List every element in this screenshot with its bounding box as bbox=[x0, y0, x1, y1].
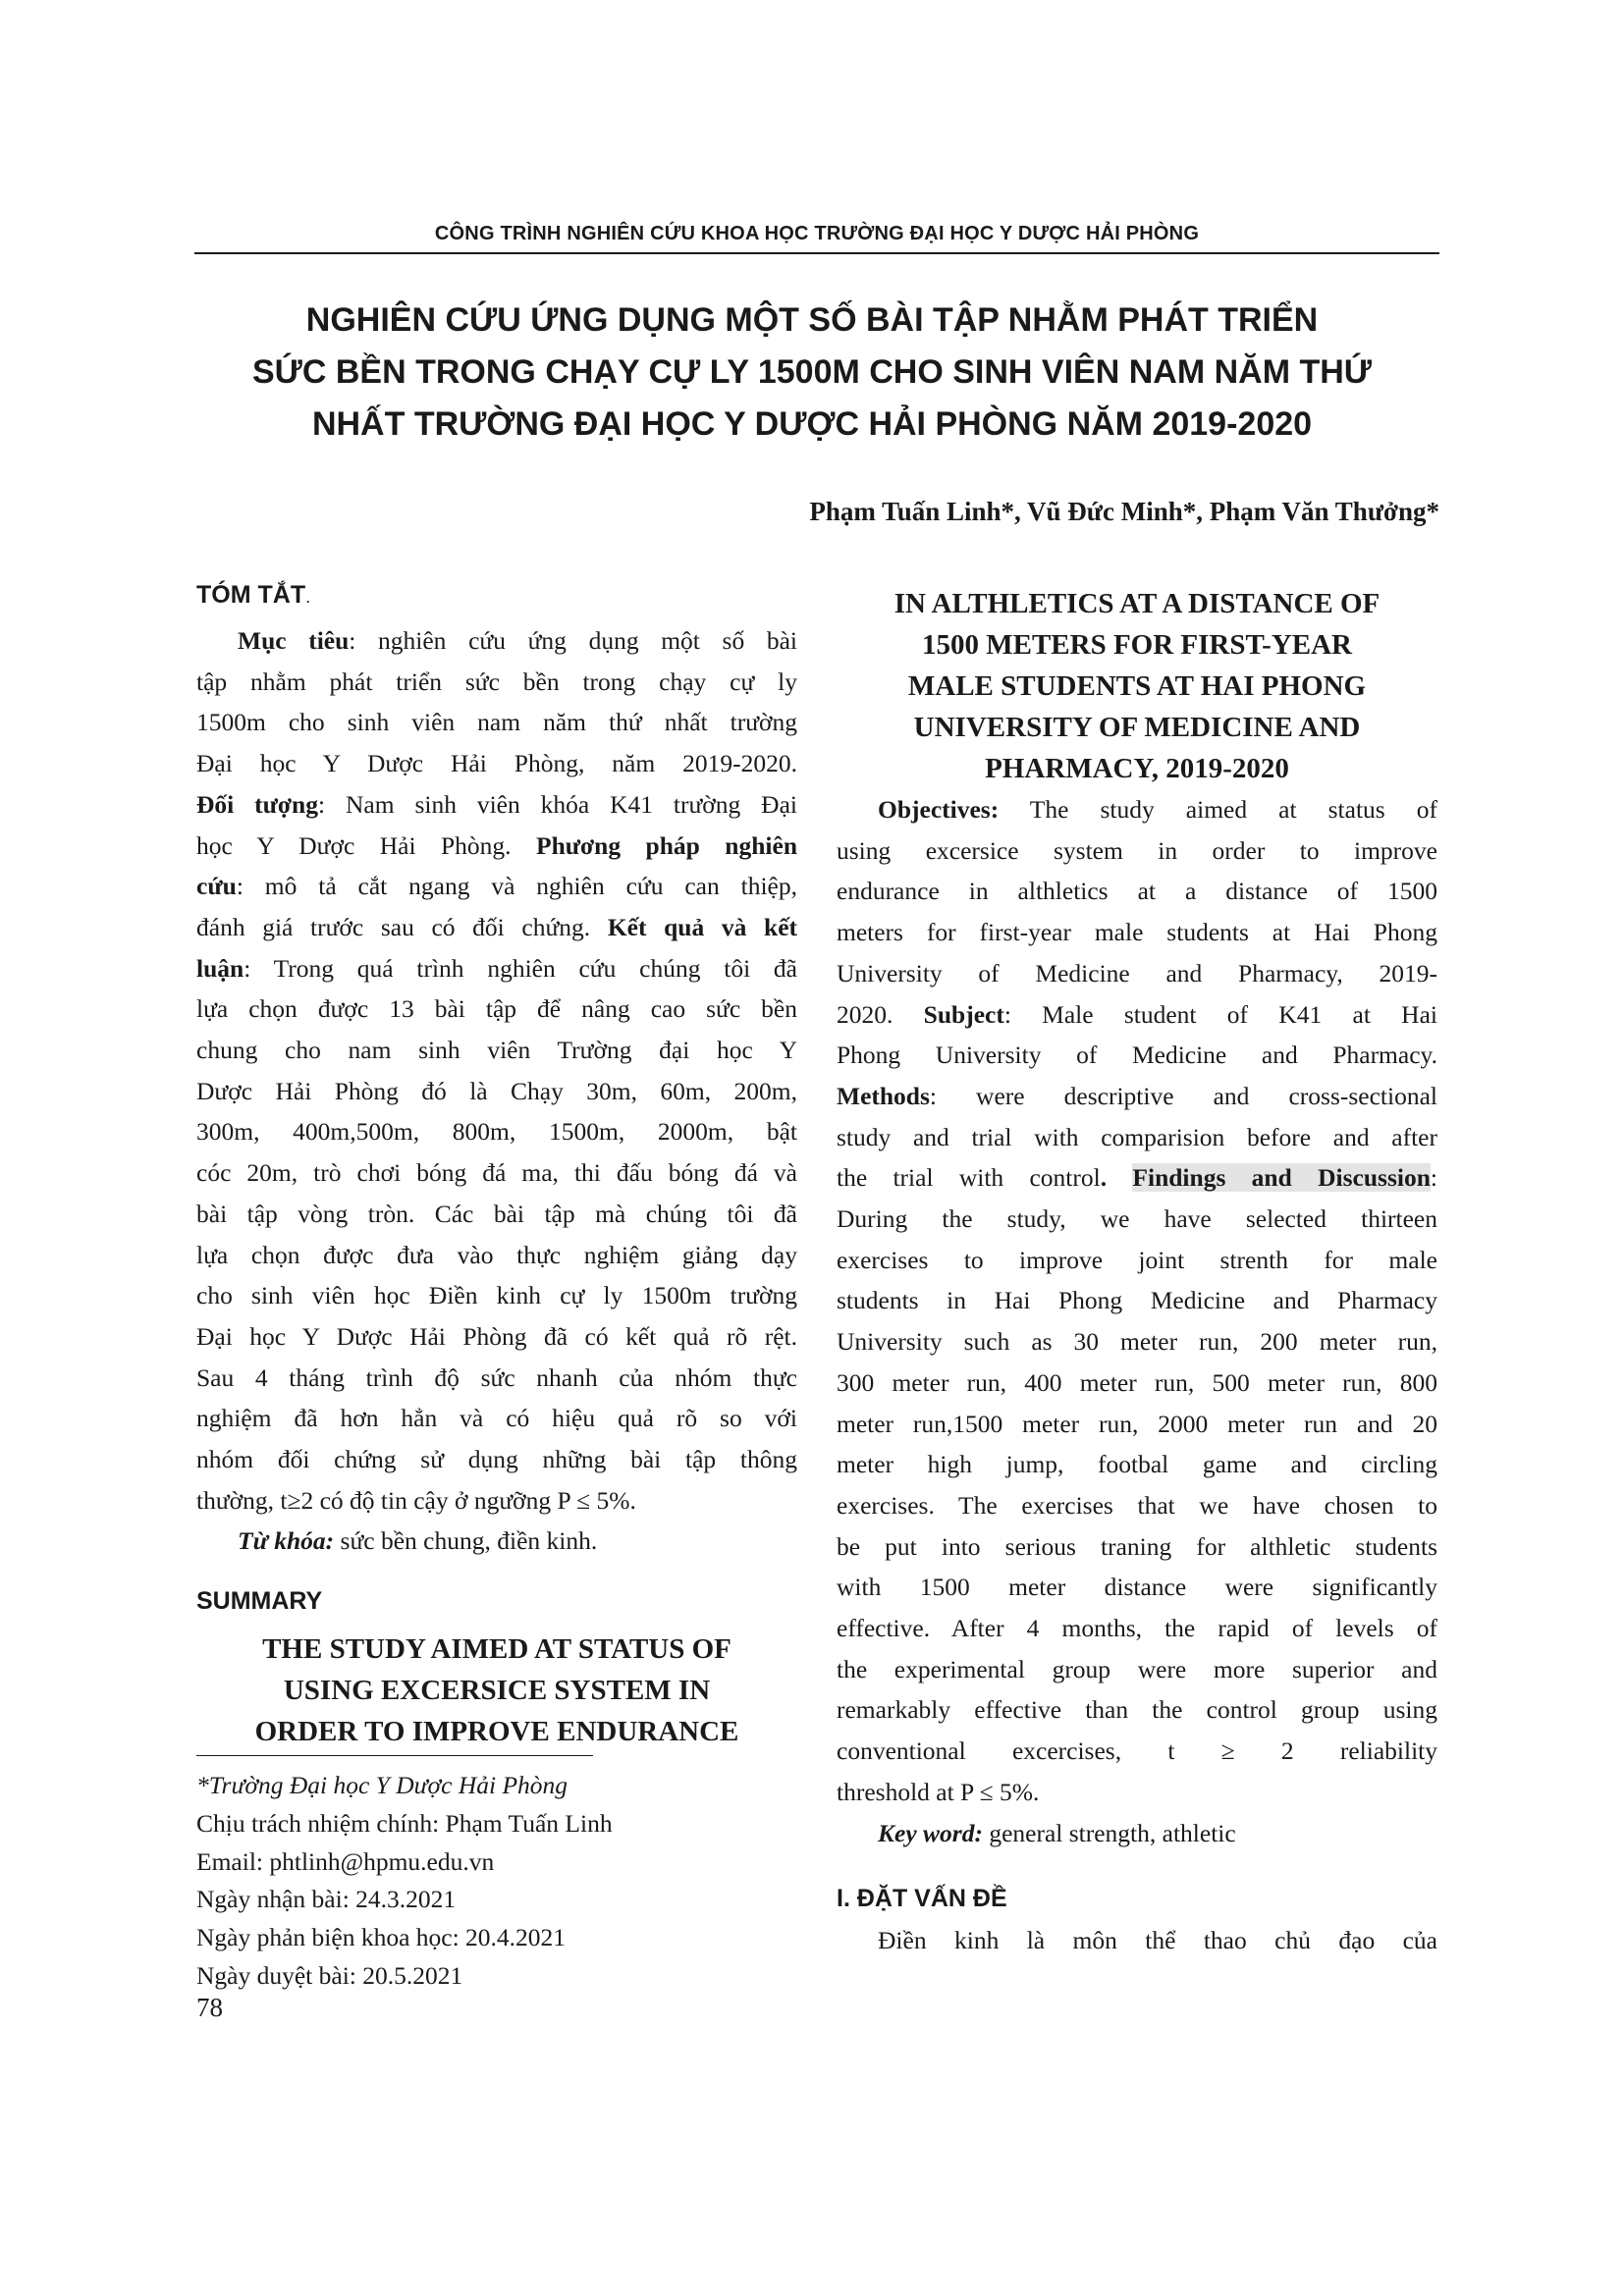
section-heading: I. ĐẶT VẤN ĐỀ bbox=[837, 1885, 1007, 1913]
section-body-line: Điền kinh là môn thể thao chủ đạo của bbox=[878, 1926, 1437, 1955]
text-line bbox=[837, 994, 1437, 1036]
text-span: thường, t≥2 có độ tin cậy ở ngưỡng P ≤ 5%. bbox=[196, 1485, 636, 1515]
text-span: students in Hai Phong Medicine and Pharmacy bbox=[837, 1286, 1437, 1315]
summary-heading: SUMMARY bbox=[196, 1587, 323, 1616]
page-number: 78 bbox=[196, 1993, 223, 2022]
text-span: threshold at P ≤ 5%. bbox=[837, 1777, 1040, 1806]
summary-title-right bbox=[837, 583, 1437, 789]
text-span: : were descriptive and cross-sectional bbox=[929, 1081, 1437, 1110]
summary-title-line: UNIVERSITY OF MEDICINE AND bbox=[913, 712, 1361, 743]
text-line bbox=[196, 1316, 797, 1358]
bold-text: cứu bbox=[196, 872, 237, 901]
text-span: the trial with control bbox=[837, 1163, 1101, 1193]
text-span: meter run,1500 meter run, 2000 meter run and 20 bbox=[837, 1409, 1437, 1438]
text-line bbox=[196, 1275, 797, 1316]
text-line bbox=[196, 907, 797, 948]
text-line bbox=[837, 1199, 1437, 1240]
title-line: NHẤT TRƯỜNG ĐẠI HỌC Y DƯỢC HẢI PHÒNG NĂM 2019-2020 bbox=[311, 405, 1313, 443]
footnote-accepted: Ngày duyệt bài: 20.5.2021 bbox=[196, 1960, 463, 1990]
text-line bbox=[837, 1157, 1437, 1199]
bold-text: Subject bbox=[923, 999, 1004, 1029]
text-span: Phong University of Medicine and Pharmacy. bbox=[837, 1041, 1437, 1070]
text-line bbox=[837, 871, 1437, 912]
text-span: nghiệm đã hơn hẳn và có hiệu quả rõ so với bbox=[196, 1404, 797, 1433]
text-span: đánh giá trước sau có đối chứng. bbox=[196, 912, 608, 941]
footnote-responsible: Chịu trách nhiệm chính: Phạm Tuấn Linh bbox=[196, 1808, 613, 1838]
text-span: the experimental group were more superior and bbox=[837, 1654, 1437, 1683]
summary-title-left bbox=[196, 1629, 797, 1752]
bold-text: . bbox=[1100, 1163, 1133, 1193]
text-line bbox=[837, 1689, 1437, 1731]
author-list: Phạm Tuấn Linh*, Vũ Đức Minh*, Phạm Văn Thưởng* bbox=[809, 497, 1439, 526]
text-span: lựa chọn được 13 bài tập để nâng cao sức bền bbox=[196, 994, 797, 1024]
keyword-line bbox=[837, 1813, 1437, 1854]
article-title bbox=[157, 294, 1467, 451]
text-line bbox=[196, 1480, 797, 1522]
text-line bbox=[196, 784, 797, 826]
text-line bbox=[837, 1076, 1437, 1117]
text-span: endurance in althletics at a distance of 1500 bbox=[837, 877, 1437, 906]
text-line bbox=[837, 1444, 1437, 1485]
text-span: meter high jump, footbal game and circling bbox=[837, 1450, 1437, 1479]
text-span: using excersice system in order to improve bbox=[837, 835, 1437, 865]
text-span: nhóm đối chứng sử dụng những bài tập thông bbox=[196, 1445, 797, 1474]
bold-text: Đối tượng bbox=[196, 789, 318, 819]
text-span: : Male student of K41 at Hai bbox=[1003, 999, 1437, 1029]
bold-text: Findings and Discussion bbox=[1132, 1163, 1431, 1193]
abstract-body bbox=[196, 620, 797, 1521]
abstract-heading: TÓM TẮT. bbox=[196, 581, 311, 609]
running-head: CÔNG TRÌNH NGHIÊN CỨU KHOA HỌC TRƯỜNG ĐẠI HỌC Y DƯỢC HẢI PHÒNG bbox=[434, 223, 1200, 244]
section-body bbox=[837, 1920, 1437, 1961]
text-span: lựa chọn được đưa vào thực nghiệm giảng dạy bbox=[196, 1240, 797, 1269]
summary-title-line: PHARMACY, 2019-2020 bbox=[985, 753, 1289, 784]
text-span: with 1500 meter distance were significantly bbox=[837, 1573, 1437, 1602]
text-span: Đại học Y Dược Hải Phòng đã có kết quả rõ rệt. bbox=[196, 1321, 797, 1351]
text-line bbox=[196, 620, 797, 662]
text-line bbox=[196, 1398, 797, 1439]
text-line bbox=[837, 1772, 1437, 1813]
text-line bbox=[837, 1649, 1437, 1690]
footnote-affiliation: *Trường Đại học Y Dược Hải Phòng bbox=[196, 1771, 568, 1799]
title-line: NGHIÊN CỨU ỨNG DỤNG MỘT SỐ BÀI TẬP NHẰM PHÁT TRIỂN bbox=[305, 301, 1319, 339]
text-line bbox=[837, 912, 1437, 953]
text-line bbox=[837, 1117, 1437, 1158]
text-line bbox=[196, 1439, 797, 1480]
text-span: : mô tả cắt ngang và nghiên cứu can thiệp, bbox=[236, 872, 797, 901]
footnotes bbox=[196, 1767, 613, 1996]
summary-title-line: IN ALTHLETICS AT A DISTANCE OF bbox=[893, 588, 1380, 619]
header-rule bbox=[194, 252, 1439, 254]
text-span: Dược Hải Phòng đó là Chạy 30m, 60m, 200m, bbox=[196, 1076, 797, 1105]
keyword-text: general strength, athletic bbox=[982, 1818, 1236, 1847]
text-line bbox=[196, 662, 797, 703]
summary-title-line: 1500 METERS FOR FIRST-YEAR bbox=[921, 629, 1353, 661]
keywords-text: sức bền chung, điền kinh. bbox=[334, 1526, 598, 1556]
text-span: : bbox=[1430, 1163, 1437, 1193]
text-line bbox=[837, 1731, 1437, 1772]
text-line bbox=[837, 953, 1437, 994]
text-line bbox=[196, 1111, 797, 1152]
text-line bbox=[196, 948, 797, 989]
text-span: 300 meter run, 400 meter run, 500 meter run, 800 bbox=[837, 1367, 1437, 1397]
text-line bbox=[837, 1526, 1437, 1568]
text-span: tập nhằm phát triển sức bền trong chạy cự ly bbox=[196, 667, 797, 696]
text-line bbox=[196, 1152, 797, 1194]
text-span: 1500m cho sinh viên nam năm thứ nhất trường bbox=[196, 708, 797, 737]
keyword-label: Key word: bbox=[878, 1818, 983, 1847]
text-span: 300m, 400m,500m, 800m, 1500m, 2000m, bật bbox=[196, 1117, 797, 1147]
bold-text: Phương pháp nghiên bbox=[536, 830, 797, 860]
text-line bbox=[837, 1485, 1437, 1526]
text-line bbox=[196, 1071, 797, 1112]
text-line bbox=[196, 826, 797, 867]
text-span: exercises. The exercises that we have chosen to bbox=[837, 1490, 1437, 1520]
text-span: University of Medicine and Pharmacy, 2019- bbox=[837, 958, 1437, 988]
keywords-label: Từ khóa: bbox=[238, 1526, 335, 1556]
text-line bbox=[196, 1194, 797, 1235]
summary-title-line: MALE STUDENTS AT HAI PHONG bbox=[907, 670, 1367, 702]
text-span: : nghiên cứu ứng dụng một số bài bbox=[349, 626, 797, 655]
text-span: University such as 30 meter run, 200 meter run, bbox=[837, 1327, 1437, 1357]
text-span: cho sinh viên học Điền kinh cự ly 1500m trường bbox=[196, 1281, 797, 1310]
text-line bbox=[837, 1280, 1437, 1321]
bold-text: Methods bbox=[837, 1081, 930, 1110]
text-line bbox=[196, 1358, 797, 1399]
text-line bbox=[837, 1362, 1437, 1404]
footnote-email: Email: phtlinh@hpmu.edu.vn bbox=[196, 1846, 495, 1876]
summary-body bbox=[837, 789, 1437, 1813]
text-span: study and trial with comparision before and after bbox=[837, 1122, 1437, 1151]
text-span: The study aimed at status of bbox=[999, 795, 1437, 824]
text-line bbox=[196, 1030, 797, 1071]
bold-text: Kết quả và kết bbox=[607, 912, 797, 941]
text-span: exercises to improve joint strenth for male bbox=[837, 1245, 1437, 1274]
footnote-reviewed: Ngày phản biện khoa học: 20.4.2021 bbox=[196, 1923, 567, 1952]
text-span: meters for first-year male students at Hai Phong bbox=[837, 918, 1437, 947]
bold-text: luận bbox=[196, 953, 244, 983]
text-line bbox=[196, 866, 797, 907]
text-span: chung cho nam sinh viên Trường đại học Y bbox=[196, 1036, 797, 1065]
text-line bbox=[196, 743, 797, 784]
summary-title-line: USING EXCERSICE SYSTEM IN bbox=[283, 1675, 711, 1707]
footnote-rule bbox=[196, 1755, 593, 1756]
text-line bbox=[837, 789, 1437, 830]
text-span: Sau 4 tháng trình độ sức nhanh của nhóm thực bbox=[196, 1362, 797, 1392]
text-line bbox=[196, 702, 797, 743]
text-line bbox=[196, 1235, 797, 1276]
summary-title-line: THE STUDY AIMED AT STATUS OF bbox=[262, 1633, 731, 1666]
summary-title-line: ORDER TO IMPROVE ENDURANCE bbox=[254, 1716, 739, 1748]
title-line: SỨC BỀN TRONG CHẠY CỰ LY 1500M CHO SINH VIÊN NAM NĂM THỨ bbox=[251, 353, 1373, 391]
keywords-line bbox=[196, 1521, 797, 1562]
text-line bbox=[837, 1404, 1437, 1445]
text-line bbox=[837, 830, 1437, 872]
text-span: be put into serious traning for althletic students bbox=[837, 1531, 1437, 1561]
text-span: : Trong quá trình nghiên cứu chúng tôi đã bbox=[244, 953, 797, 983]
text-line bbox=[837, 1608, 1437, 1649]
text-span: bài tập vòng tròn. Các bài tập mà chúng tôi đã bbox=[196, 1199, 797, 1228]
text-line bbox=[837, 1240, 1437, 1281]
left-column bbox=[196, 579, 797, 1752]
text-span: cóc 20m, trò chơi bóng đá ma, thi đấu bóng đá và bbox=[196, 1158, 797, 1188]
text-span: Đại học Y Dược Hải Phòng, năm 2019-2020. bbox=[196, 749, 797, 778]
text-span: conventional excercises, t ≥ 2 reliability bbox=[837, 1736, 1437, 1766]
text-span: During the study, we have selected thirteen bbox=[837, 1204, 1437, 1234]
footnote-received: Ngày nhận bài: 24.3.2021 bbox=[196, 1885, 457, 1914]
text-span: : Nam sinh viên khóa K41 trường Đại bbox=[318, 789, 797, 819]
bold-text: Mục tiêu bbox=[238, 626, 350, 655]
text-line bbox=[837, 1567, 1437, 1608]
text-span: 2020. bbox=[837, 999, 924, 1029]
bold-text: Objectives: bbox=[878, 795, 1000, 824]
text-span: học Y Dược Hải Phòng. bbox=[196, 830, 536, 860]
text-span: remarkably effective than the control group using bbox=[837, 1695, 1437, 1725]
text-line bbox=[196, 988, 797, 1030]
right-column bbox=[837, 579, 1437, 1961]
text-span: effective. After 4 months, the rapid of levels of bbox=[837, 1614, 1437, 1643]
text-line bbox=[837, 1321, 1437, 1362]
text-line bbox=[837, 1035, 1437, 1076]
